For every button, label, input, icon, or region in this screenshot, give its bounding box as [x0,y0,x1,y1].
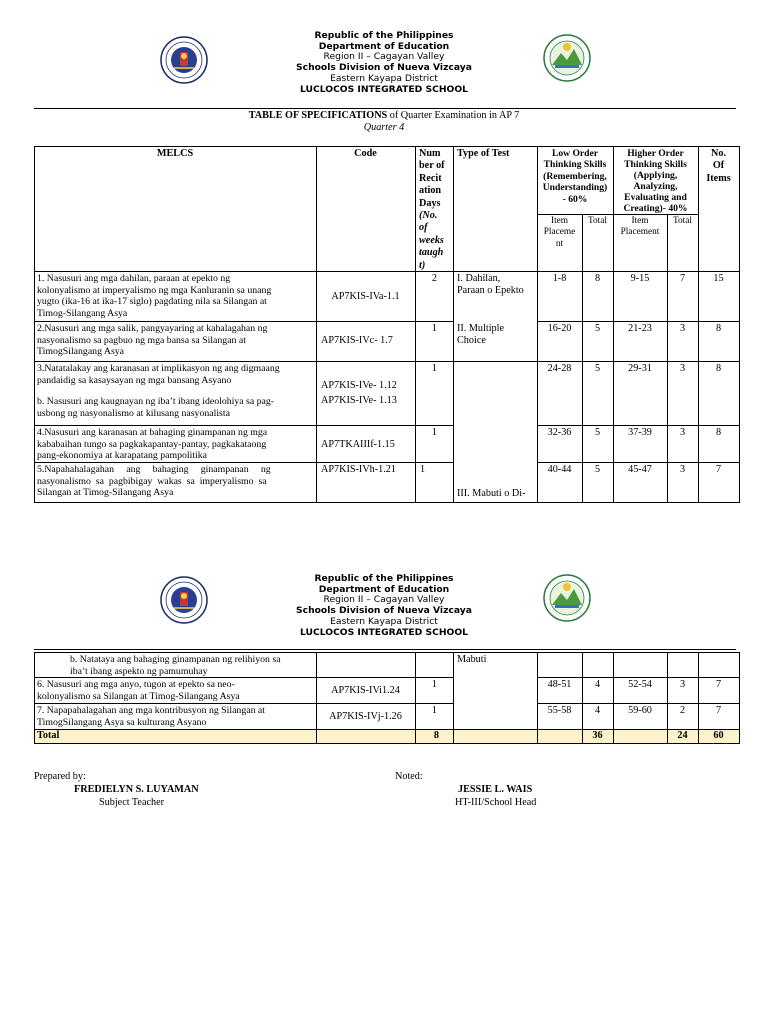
days-row-3: 1 [431,363,437,374]
department-line: Department of Education [318,40,450,52]
melc-line: iba’t ibang aspekto ng pamumuhay [70,665,208,677]
high-placement-row-3: 29-31 [628,363,652,374]
header-sub-line: nt [555,238,564,249]
code-line: AP7KIS-IVe- 1.13 [321,394,397,406]
high-total-row-1: 7 [679,273,686,284]
low-placement-row-3: 24-28 [547,363,572,374]
days-row-1: 2 [431,273,437,284]
prepared-by-name: FREDIELYN S. LUYAMAN [74,784,199,795]
melc-spacer [37,386,313,396]
type-of-test-3-cont: Mabuti [457,654,487,665]
header-bottom-line [34,271,740,272]
table-border-bottom [34,502,740,503]
header-no-of-items [698,148,739,185]
header-melcs: MELCS [156,148,194,159]
high-placement-row-2: 21-23 [628,323,652,334]
republic-line: Republic of the Philippines [314,30,454,41]
header-high-line: Creating)- 40% [623,203,688,215]
low-total-row-1: 8 [594,273,601,284]
code-row-4: AP7TKAIIIf-1.15 [321,439,395,450]
high-placement-row-7: 59-60 [628,705,652,716]
row-line [34,703,453,704]
noted-role: HT-III/School Head [455,797,537,808]
header-rule [34,108,736,109]
melc-line: 6. Nasusuri ang mga anyo, tugon at epekto sa neo- [37,679,235,690]
items-row-1: 15 [713,273,724,284]
header-days-line: t) [419,259,426,271]
melc-line: 2.Nasusuri ang mga salik, pangyayaring at kahalagahan ng [37,323,268,334]
melc-line: TimogSilangang Asya [37,346,125,358]
row-line [34,321,453,322]
melc-row-2 [37,323,313,358]
items-row-6: 7 [715,679,722,690]
items-row-7: 7 [715,705,722,716]
header-high-line: Thinking Skills [624,159,687,171]
melc-line: b. Nasusuri ang kaugnayan ng iba’t ibang ideolohiya sa pag- [37,396,275,408]
low-total-row-6: 4 [594,679,601,690]
melc-row-1 [37,273,313,319]
type-line: I. Dahilan, [457,273,501,284]
header-code: Code [354,148,377,159]
department-line: Department of Education [318,583,450,595]
melc-line: nasyonalismo sa pagbibigay wakas sa imperyalismo sa [37,475,267,487]
total-label: Total [37,730,60,741]
header-high-line: Analyzing, [633,181,678,193]
total-days: 8 [433,730,439,741]
table-border-right [739,652,740,744]
header-high-order [613,148,698,215]
header-sub-line: Placement [620,227,660,238]
days-row-6: 1 [431,679,437,690]
type-of-test-2 [457,323,537,346]
header-high-item-placement [613,216,667,239]
code-row-6: AP7KIS-IVi1.24 [331,685,400,696]
high-total-row-7: 2 [679,705,686,716]
row-line [537,703,740,704]
melc-row-7 [37,705,313,728]
days-row-4: 1 [431,427,437,438]
melc-line: 3.Natatalakay ang karanasan at implikasyon ng ang digmaang [37,363,280,374]
header-high-line: Evaluating and [624,192,687,204]
header-sub-line: Item [631,216,649,226]
row-line [34,361,740,362]
noted-name: JESSIE L. WAIS [458,784,533,795]
melc-row-3b [70,654,313,677]
header-days-line: ber of [419,160,445,172]
header-sub-line: Item [550,216,569,226]
melc-line: Timog-Silangang Asya [37,307,128,319]
header-low-line: - 60% [562,193,588,205]
melc-line: pandaidig sa kasaysayan ng mga bansang Asyano [37,374,232,386]
header-days-line: Days [419,197,441,209]
col-line [613,652,614,744]
type-of-test-1 [457,273,537,296]
low-total-row-4: 5 [594,427,601,438]
days-row-7: 1 [431,705,437,716]
melc-row-6 [37,679,313,702]
low-total-row-5: 5 [594,464,601,475]
col-line [537,652,538,744]
total-low: 36 [592,730,603,741]
code-row-5: AP7KIS-IVh-1.21 [321,464,396,475]
high-placement-row-1: 9-15 [630,273,650,284]
header-items-line: Of [712,160,725,172]
quarter-label: Quarter 4 [363,122,405,133]
letterhead-page-2 [0,574,768,638]
col-line [316,146,317,503]
melc-row-4 [37,427,313,462]
code-row-2: AP7KIS-IVc- 1.7 [321,335,393,346]
header-days-line: taugh [419,247,444,259]
low-placement-row-1: 1-8 [552,273,567,284]
melc-line: 7. Napapahalagahan ang mga kontribusyon ng Silangan at [37,705,265,716]
melc-line: kababaihan tungo sa pagkakapantay-pantay, pagkakataong [37,438,267,450]
type-line: II. Multiple [457,323,504,334]
document-title [0,110,768,122]
melc-line: TimogSilangang Asya sa kulturang Asyano [37,716,207,728]
title-main-b: of Quarter Examination in AP 7 [387,110,520,121]
melc-line: usbong ng nasyonalismo at kilusang nasyonalista [37,407,230,419]
row-line [537,321,740,322]
header-days-line: (No. [419,210,438,222]
letterhead [0,31,768,95]
low-placement-row-5: 40-44 [547,464,572,475]
melc-line: Silangan at Timog-Silangang Asya [37,487,174,499]
table-border-left [34,652,35,744]
melc-row-3 [37,363,313,419]
melc-row-5 [37,464,313,499]
low-placement-row-7: 55-58 [547,705,572,716]
prepared-by-role: Subject Teacher [99,797,165,808]
col-line [453,146,454,503]
row-line [537,462,740,463]
low-total-row-7: 4 [594,705,601,716]
header-low-order [537,148,613,205]
melc-line: 4.Nasusuri ang karanasan at bahaging ginampanan ng mga [37,427,268,438]
header-days-line: of [419,222,428,234]
low-total-row-3: 5 [594,363,601,374]
header-items-line: No. [711,148,726,159]
district-line: Eastern Kayapa District [330,615,438,627]
noted-label: Noted: [395,771,423,782]
table-border-top [34,146,740,147]
melc-line: pang-ekonomiya at karapatang pampolitika [37,450,208,462]
table-border-left [34,146,35,503]
total-high: 24 [677,730,688,741]
items-row-5: 7 [715,464,722,475]
table-border-right [739,146,740,503]
type-of-test-3: III. Mabuti o Di- [457,488,526,499]
days-row-2: 1 [431,323,437,334]
code-row-7: AP7KIS-IVj-1.26 [329,711,402,722]
header-rule [34,649,736,650]
region-line: Region II – Cagayan Valley [323,51,445,63]
header-items-line: Items [706,172,731,184]
row-line [537,425,740,426]
header-low-line: Thinking Skills [543,159,607,171]
title-main-a: TABLE OF SPECIFICATIONS [248,110,388,121]
header-high-line: (Applying, [633,170,678,182]
row-line [34,462,453,463]
items-row-3: 8 [715,363,722,374]
prepared-by-label: Prepared by: [34,771,86,782]
melc-line: yugto (ika-16 at ika-17 siglo) pagdating nila sa Silangan at [37,296,267,308]
division-line: Schools Division of Nueva Vizcaya [296,62,472,74]
header-high-total: Total [673,216,692,226]
high-total-row-4: 3 [679,427,686,438]
high-total-row-2: 3 [679,323,686,334]
header-days-line: Num [419,148,441,159]
header-low-line: (Remembering, [543,170,607,182]
republic-line: Republic of the Philippines [314,573,454,584]
high-placement-row-4: 37-39 [628,427,652,438]
header-low-total: Total [588,216,607,226]
school-line: LUCLOCOS INTEGRATED SCHOOL [300,626,468,638]
region-line: Region II – Cagayan Valley [323,594,445,606]
row-line [537,677,740,678]
high-total-row-3: 3 [679,363,686,374]
col-line [316,652,317,744]
type-line: Choice [457,334,486,346]
days-row-5: 1 [420,464,426,475]
header-low-line: Understanding) [542,182,608,194]
items-row-4: 8 [715,427,722,438]
total-items: 60 [713,730,724,741]
table-border-top [34,652,740,653]
col-line [582,214,583,503]
code-line: AP7KIS-IVe- 1.12 [321,380,397,391]
low-total-row-2: 5 [594,323,601,334]
header-high-line: Higher Order [627,148,684,159]
header-low-item-placement [537,216,582,250]
row-line [34,425,453,426]
items-row-2: 8 [715,323,722,334]
header-days-line: Recit [419,172,442,184]
melc-line: kolonyalismo sa Silangan at Timog-Silangang Asya [37,690,240,702]
header-days [419,148,453,272]
low-placement-row-6: 48-51 [547,679,572,690]
school-line: LUCLOCOS INTEGRATED SCHOOL [300,83,468,95]
code-row-3 [321,379,415,408]
table-border-bottom [34,743,740,744]
header-days-line: weeks [419,234,444,246]
melc-line: 5.Napahahalagahan ang bahaging ginampanan ng [37,464,271,475]
high-placement-row-5: 45-47 [628,464,652,475]
header-days-line: ation [419,185,442,197]
code-row-1: AP7KIS-IVa-1.1 [331,291,400,302]
col-line [667,214,668,503]
division-line: Schools Division of Nueva Vizcaya [296,605,472,617]
melc-line: 1. Nasusuri ang mga dahilan, paraan at epekto ng [37,273,231,284]
low-placement-row-2: 16-20 [547,323,572,334]
high-total-row-5: 3 [679,464,686,475]
type-line: Paraan o Epekto [457,284,524,296]
melc-line: b. Natataya ang bahaging ginampanan ng relihiyon sa [70,654,281,665]
high-placement-row-6: 52-54 [628,679,652,690]
melc-line: kolonyalismo at imperyalismo ng mga Kanluranin sa unang [37,284,272,296]
district-line: Eastern Kayapa District [330,72,438,84]
low-placement-row-4: 32-36 [547,427,572,438]
melc-line: nasyonalismo sa pagbuo ng mga bansa sa Silangan at [37,334,246,346]
header-type-of-test: Type of Test [457,148,510,159]
header-low-line: Low Order [551,148,599,159]
col-line [453,652,454,744]
header-sub-line: Placeme [543,227,576,238]
high-total-row-6: 3 [679,679,686,690]
